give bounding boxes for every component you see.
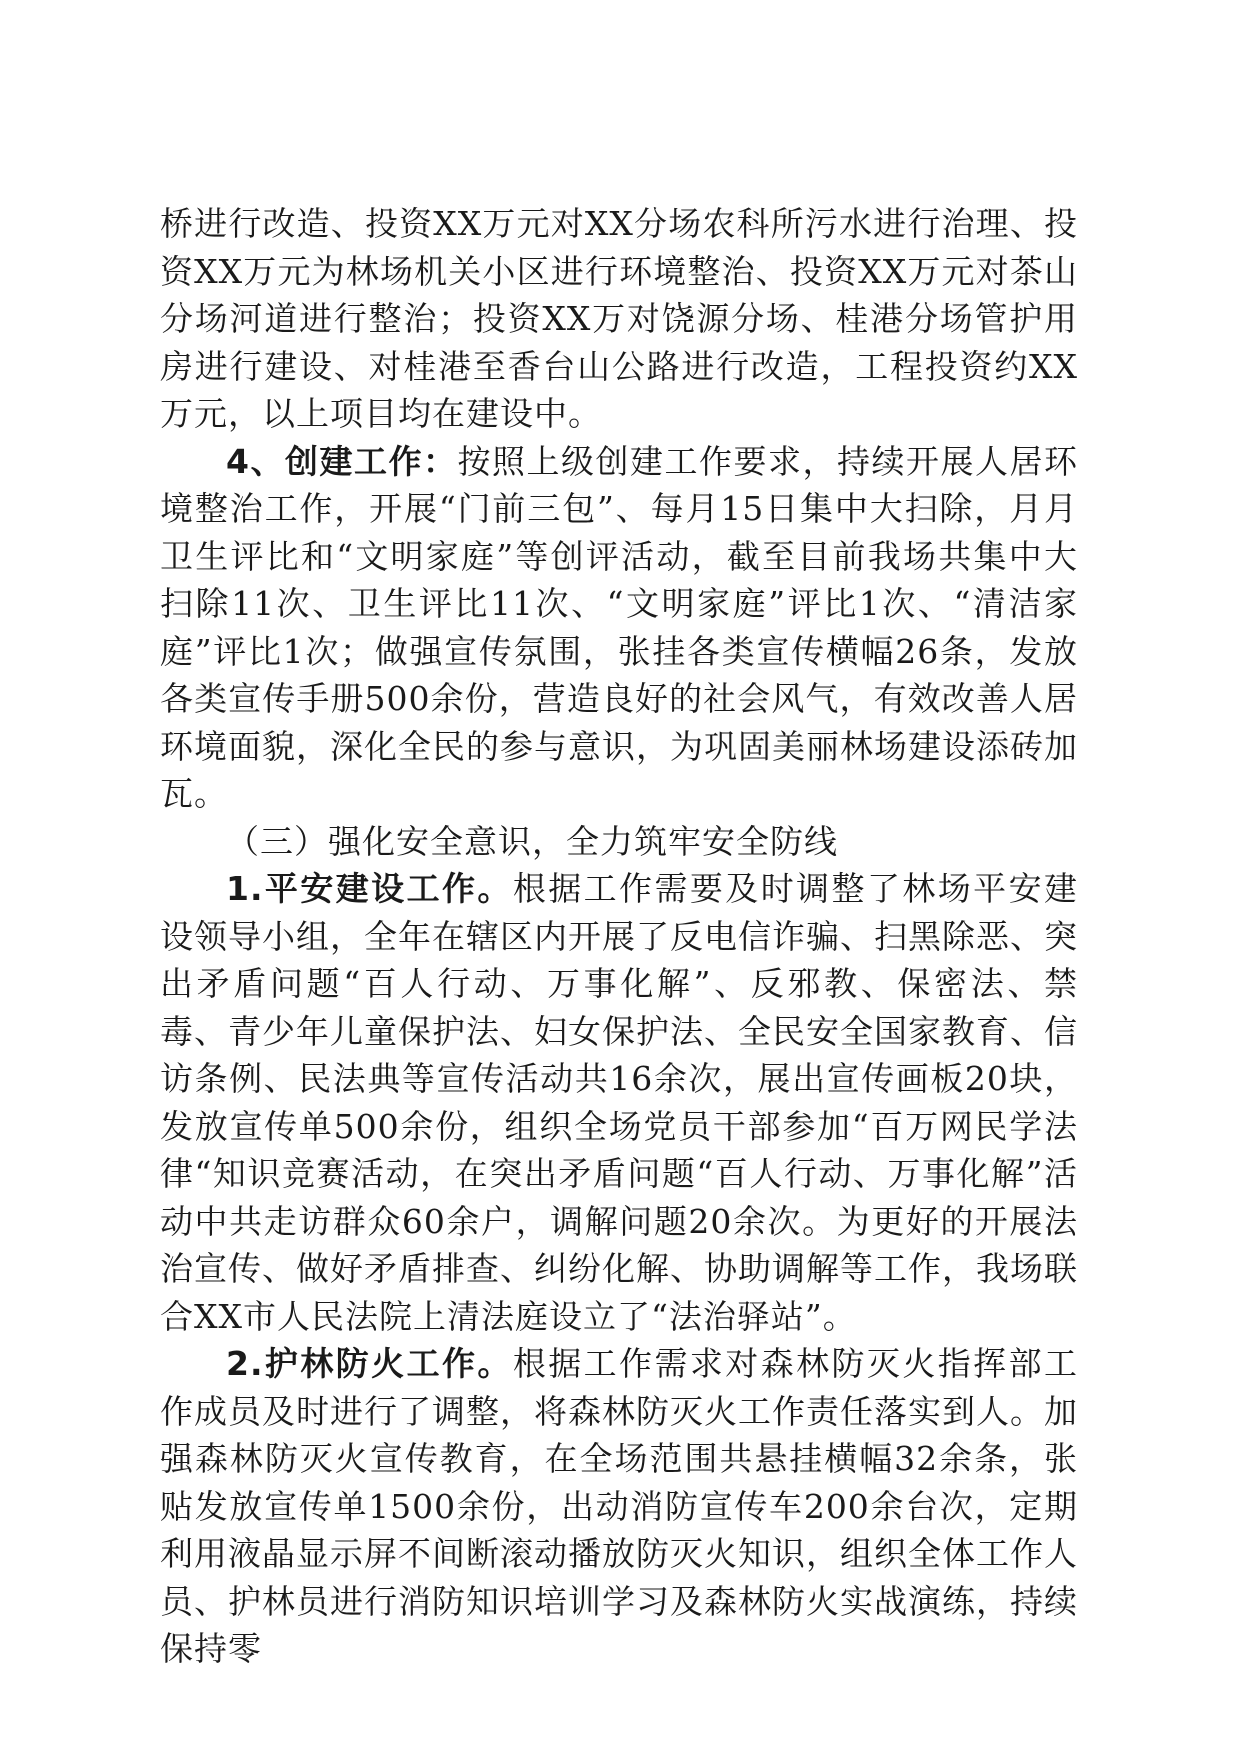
- paragraph-creation-work: [160, 438, 1078, 818]
- paragraph-lead: 2.护林防火工作。: [226, 1344, 513, 1383]
- paragraph-lead: 4、创建工作：: [226, 441, 458, 481]
- paragraph-safety-construction: [160, 865, 1078, 1340]
- section-heading: （三）强化安全意识，全力筑牢安全防线: [226, 821, 838, 861]
- paragraph-text: 根据工作需求对森林防灭火指挥部工作成员及时进行了调整，将森林防灭火工作责任落实到人。加强森林防灭火宣传教育，在全场范围共悬挂横幅32余条，张贴发放宣传单1500余份，出动消防宣传车200余台次，定期利用液晶显示屏不间断滚动播放防灭火知识，组织全体工作人员、护林员进行消防知识培训学习及森林防火实战演练，持续保持零: [160, 1344, 1079, 1668]
- paragraph-lead: 1.平安建设工作。: [226, 869, 513, 908]
- paragraph-text: 桥进行改造、投资XX万元对XX分场农科所污水进行治理、投资XX万元为林场机关小区进行环境整治、投资XX万元对茶山分场河道进行整治；投资XX万对饶源分场、桂港分场管护用房进行建设、对桂港至香台山公路进行改造，工程投资约XX万元，以上项目均在建设中。: [160, 204, 1078, 433]
- paragraph-continuation: [160, 200, 1078, 438]
- paragraph-text: 按照上级创建工作要求，持续开展人居环境整治工作，开展“门前三包”、每月15日集中大扫除，月月卫生评比和“文明家庭”等创评活动，截至目前我场共集中大扫除11次、卫生评比11次、“文明家庭”评比1次、“清洁家庭”评比1次；做强宣传氛围，张挂各类宣传横幅26条，发放各类宣传手册500余份，营造良好的社会风气，有效改善人居环境面貌，深化全民的参与意识，为巩固美丽林场建设添砖加瓦。: [160, 441, 1079, 813]
- paragraph-text: 根据工作需要及时调整了林场平安建设领导小组，全年在辖区内开展了反电信诈骗、扫黑除恶、突出矛盾问题“百人行动、万事化解”、反邪教、保密法、禁毒、青少年儿童保护法、妇女保护法、全民安全国家教育、信访条例、民法典等宣传活动共16余次，展出宣传画板20块，发放宣传单500余份，组织全场党员干部参加“百万网民学法律“知识竞赛活动，在突出矛盾问题“百人行动、万事化解”活动中共走访群众60余户，调解问题20余次。为更好的开展法治宣传、做好矛盾排查、纠纷化解、协助调解等工作，我场联合XX市人民法院上清法庭设立了“法治驿站”。: [160, 869, 1079, 1336]
- paragraph-forest-fire-prevention: [160, 1340, 1078, 1673]
- document-body: [160, 200, 1078, 1673]
